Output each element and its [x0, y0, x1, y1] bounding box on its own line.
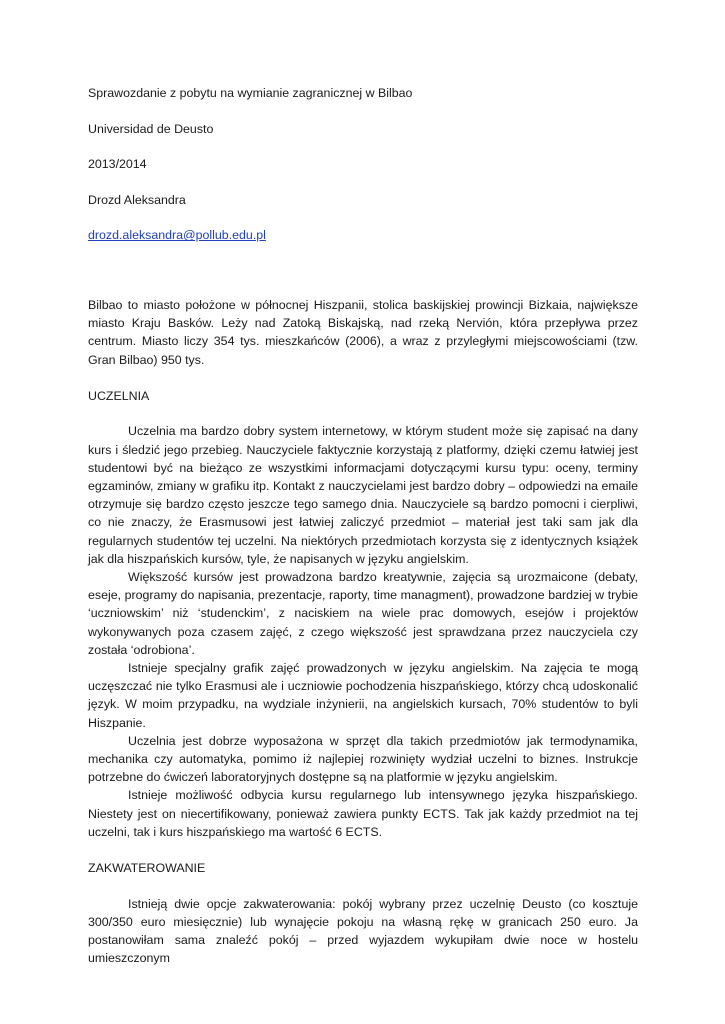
document-content: [88, 84, 638, 967]
report-title: Sprawozdanie z pobytu na wymianie zagranicznej w Bilbao: [88, 86, 413, 100]
paragraph: Większość kursów jest prowadzona bardzo kreatywnie, zajęcia są urozmaicone (debaty, eseje, programy do napisania, prezentacje, raporty, time managment), prowadzone bardziej w trybie ‘uczniowskim’ niż ‘studenckim’, z naciskiem na wiele prac domowych, esejów i projektów wykonywanych poza czasem zajęć, z czego większość jest sprawdzana przez nauczyciela czy została ‘odrobiona’.: [88, 570, 638, 657]
author-name: Drozd Aleksandra: [88, 192, 186, 207]
academic-year: 2013/2014: [88, 157, 147, 172]
section-heading-zakwaterowanie: ZAKWATEROWANIE: [88, 861, 206, 876]
paragraph: Istnieje specjalny grafik zajęć prowadzonych w języku angielskim. Na zajęcia te mogą uczęszczać nie tylko Erasmusi ale i uczniowie pochodzenia hiszpańskiego, którzy chcą udoskonalić język. W moim przypadku, na wydziale inżynierii, na angielskich kursach, 70% studentów to byli Hiszpanie.: [88, 661, 638, 730]
paragraph: Istnieje możliwość odbycia kursu regularnego lub intensywnego języka hiszpańskiego. Niestety jest on niecertifikowany, ponieważ zawiera punkty ECTS. Tak jak każdy przedmiot na tej uczelni, tak i kurs hiszpańskiego ma wartość 6 ECTS.: [88, 788, 638, 839]
university-name: Universidad de Deusto: [88, 121, 214, 136]
paragraph: Istnieją dwie opcje zakwaterowania: pokój wybrany przez uczelnię Deusto (co kosztuje 300/350 euro miesięcznie) lub wynajęcie pokoju na własną rękę w granicach 250 euro. Ja postanowiłam sama znaleźć pokój – przed wyjazdem wykupiłam dwie noce w hostelu umieszczonym: [88, 896, 638, 966]
paragraph: Uczelnia ma bardzo dobry system internetowy, w którym student może się zapisać na dany kurs i śledzić jego przebieg. Nauczyciele faktycznie korzystają z platformy, dzięki czemu łatwiej jest studentowi być na bieżąco ze wszystkimi informacjami dotyczącymi kursu typu: oceny, terminy egzaminów, zmiany w grafiku itp. Kontakt z nauczycielami jest bardzo dobry – odpowiedzi na emaile otrzymuje się bardzo często jeszcze tego samego dnia. Nauczyciele są bardzo pomocni i cierpliwi, co nie znaczy, że Erasmusowi jest łatwiej zaliczyć przedmiot – materiał jest taki sam jak dla regularnych studentów tej uczelni. Na niektórych przedmiotach korzysta się z identycznych książek jak dla hiszpańskich kursów, tyle, że napisanych w języku angielskim.: [88, 424, 638, 566]
paragraph: Uczelnia jest dobrze wyposażona w sprzęt dla takich przedmiotów jak termodynamika, mechanika czy automatyka, pomimo iż najlepiej rozwinięty wydział uczelni to biznes. Instrukcje potrzebne do ćwiczeń laboratoryjnych dostępne są na platformie w języku angielskim.: [88, 733, 638, 785]
intro-paragraph: Bilbao to miasto położone w północnej Hiszpanii, stolica baskijskiej prowincji Bizkaia, największe miasto Kraju Basków. Leży nad Zatoką Biskajską, nad rzeką Nervión, która przepływa przez centrum. Miasto liczy 354 tys. mieszkańców (2006), a wraz z przyległymi miejscowościami (tzw. Gran Bilbao) 950 tys.: [88, 297, 638, 367]
section-heading-uczelnia: UCZELNIA: [88, 388, 150, 403]
author-email-link[interactable]: drozd.aleksandra@pollub.edu.pl: [88, 228, 266, 243]
